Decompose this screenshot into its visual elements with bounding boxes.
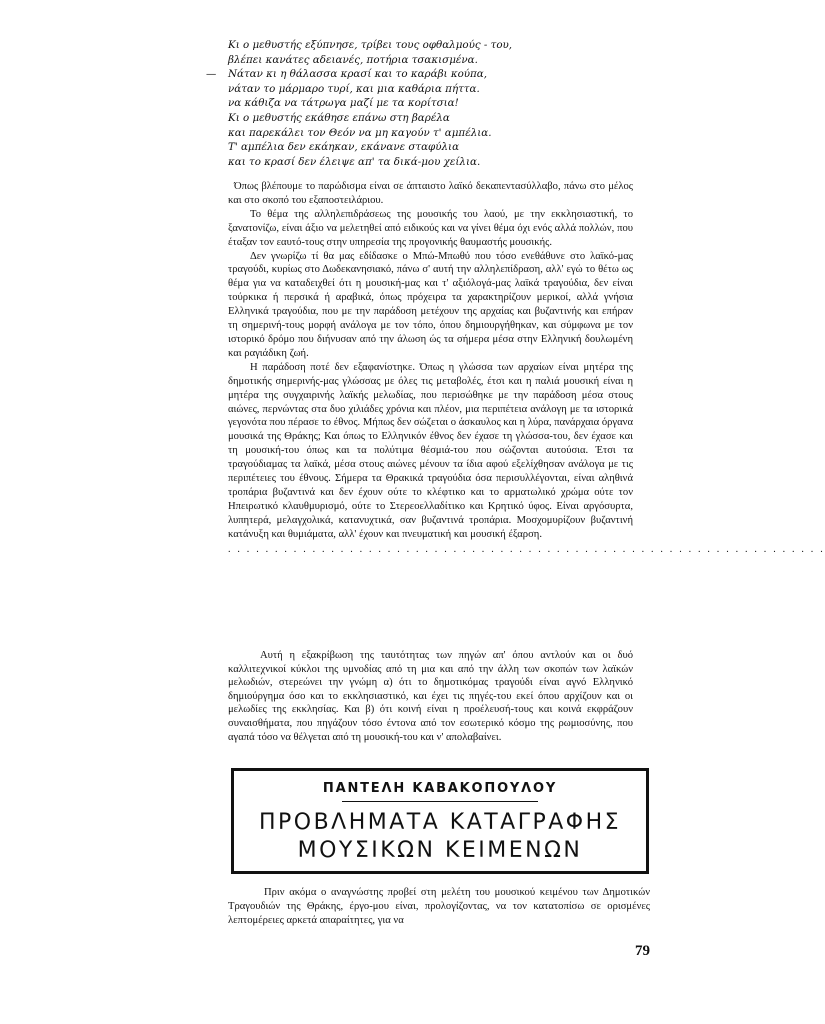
poem-line: βλέπει κανάτες αδειανές, ποτήρια τσακισμένα. <box>228 53 478 66</box>
poem-line-text: Νάταν κι η θάλασσα κρασί και το καράβι κούπα, <box>228 68 488 81</box>
article-author: ΠΑΝΤΕΛΗ ΚΑΒΑΚΟΠΟΥΛΟΥ <box>322 781 558 796</box>
article-title-line: ΠΡΟΒΛΗΜΑΤΑ ΚΑΤΑΓΡΑΦΗΣ <box>258 810 622 835</box>
paragraph: Όπως βλέπουμε το παρώδισμα είναι σε άπταιστο λαϊκό δεκαπεντασύλλαβο, πάνω στο μέλος και στο σκοπό του εξαποστειλάριου. <box>228 181 633 206</box>
body-text-2 <box>228 649 633 744</box>
poem-line: και το κρασί δεν έλειψε απ' τα δικά-μου χείλια. <box>228 155 481 168</box>
poem-line: Κι ο μεθυστής εξύπνησε, τρίβει τους οφθαλμούς - του, <box>228 39 513 51</box>
poem-dash: — <box>206 68 217 81</box>
poem-line: Κι ο μεθυστής εκάθησε επάνω στη βαρέλα <box>228 111 450 124</box>
author-underline <box>342 801 538 802</box>
paragraph: Αυτή η εξακρίβωση της ταυτότητας των πηγών απ' όπου αντλούν και οι δυό καλλιτεχνικοί κύκλοι της υμνοδίας από τη μια και από την άλλη των σκοπών των λαϊκών μελωδιών, στερεώνει την γνώμη α) ότι το δημοτικόμας τραγούδι είναι αγνό Ελληνικό δημιούργημα όσο και το εκκλησιαστικό, και έχει τις πηγές-του εκεί όπου αρχίζουν και οι μελωδίες της εκκλησίας. Και β) ότι κοινή είναι η προέλευσή-τους και κοινά εκφράζουν συναισθήματα, που πηγάζουν τόσο έντονα από τον εσωτερικό κόσμο της ρωμιοσύνης, που αγαπά τόσο να θέλγεται από τη μουσική-του και ν' απολαβαίνει. <box>228 650 633 743</box>
ellipsis-separator: . . . . . . . . . . . . . . . . . . . . . . . . . . . . . . . . . . . . . . . . . . . . . . . . . . . . . . . . . . . . . . . . <box>228 543 825 555</box>
page-number: 79 <box>635 943 650 959</box>
body-text-3 <box>228 886 650 929</box>
poem-line: να κάθιζα να τάτρωγα μαζί με τα κορίτσια! <box>228 97 459 110</box>
article-title-line: ΜΟΥΣΙΚΩΝ ΚΕΙΜΕΝΩΝ <box>297 838 583 863</box>
poem-line: νάταν το μάρμαρο τυρί, και μια καθάρια πήττα. <box>228 82 480 95</box>
poem-line: Τ' αμπέλια δεν εκάηκαν, εκάνανε σταφύλια <box>228 141 460 154</box>
poem-block <box>206 38 628 169</box>
poem-line: και παρεκάλει τον Θεόν να μη καγούν τ' αμπέλια. <box>228 126 492 139</box>
paragraph: Το θέμα της αλληλεπιδράσεως της μουσικής του λαού, με την εκκλησιαστική, το ξανατονίζω, είναι άξιο να μελετηθεί από ειδικούς και να γίνει θέμα όχι ενός αλλά πολλών, που έταξαν τον εαυτό-τους στην υπηρεσία της προγονικής θαυμαστής μουσικής. <box>228 208 633 248</box>
paragraph: Πριν ακόμα ο αναγνώστης προβεί στη μελέτη του μουσικού κειμένου των Δημοτικών Τραγουδιών της Θράκης, έργο-μου είναι, προλογίζοντας, να τον κατατοπίσω σε ορισμένες λεπτομέρειες αρκετά απαραίτητες, για να <box>228 887 650 927</box>
article-title-box <box>231 768 649 874</box>
body-text <box>228 180 825 557</box>
paragraph: Η παράδοση ποτέ δεν εξαφανίστηκε. Όπως η γλώσσα των αρχαίων είναι μητέρα της δημοτικής σημερινής-μας γλώσσας με όλες τις μεταβολές, έτσι και η παλιά μουσική είναι η μητέρα της συγχαιρινής λαϊκής μελωδίας, που περισώθηκε με την παράδοση μέσα στους αιώνες, περνώντας στα δυο χιλιάδες χρόνια και πλέον, μια περιπέτεια ανάλογη με τα ιστορικά γεγονότα που πέρασε το έθνος. Μήπως δεν σώζεται ο άσκαυλος και η λύρα, πανάρχαια όργανα μουσικά της Θράκης; Και όπως το Ελληνικόν έθνος δεν έχασε τη γλώσσα-του, δεν έχασε και τη μουσική-του όπως και τα πολύτιμα θέσμιά-του που σώζονται αυτούσια. Έτσι τα τραγούδιαμας τα λαϊκά, μέσα στους αιώνες μένουν τα ίδια αφού εξελίχθησαν ανάλογα με τις περιπέτειες του έθνους. Σήμερα τα Θρακικά τραγούδια όσα περισυλλέγονται, είναι αληθινά τροπάρια βυζαντινά και δεν έχουν ούτε το κλέφτικο και το αρματωλικό χρώμα ούτε τον Ηπειρωτικό κλαυθμυρισμό, ούτε το Στερεοελλαδίτικο και Κρητικό ύφος. Είναι αργόσυρτα, λυπητερά, μελαγχολικά, κατανυχτικά, σαν βυζαντινά τροπάρια. Μοσχομυρίζουν βυζαντινή κατάνυξη και θυμιάματα, αλλ' έχουν και πνευματική και μουσική έξαρση. <box>228 361 633 540</box>
paragraph: Δεν γνωρίζω τί θα μας εδίδασκε ο Μπώ-Μπωθύ που τόσο ενεθάθυνε στο λαϊκό-μας τραγούδι, κυρίως στο Δωδεκανησιακό, πάνω σ' αυτή την αλληλεπίδραση, αλλ' εγώ το θέτω ως θέμα για να καταδειχθεί ότι η μουσική-μας και τ' αξιόλογά-μας λαϊκά τραγούδια, δεν είναι τούρκικα ή περσικά ή αραβικά, όπως πρόχειρα τα χαρακτηρίζουν μερικοί, αλλά γνήσια Ελληνικά τραγούδια, που με την παράδοση μετέχουν της αρχαίας και βυζαντινής και επήραν τη σημερινή-τους μορφή ανάλογα με τον τόπο, όπου δημιουργήθηκαν, και σύμφωνα με τον ιστορικό δρόμο που διήνυσαν από την άλωση ώς τα σήμερα μέσα στην Ελληνική δουλωμένη και ραγιάδικη ζωή. <box>228 250 633 359</box>
article-title <box>234 809 646 865</box>
poem-line <box>206 67 628 82</box>
